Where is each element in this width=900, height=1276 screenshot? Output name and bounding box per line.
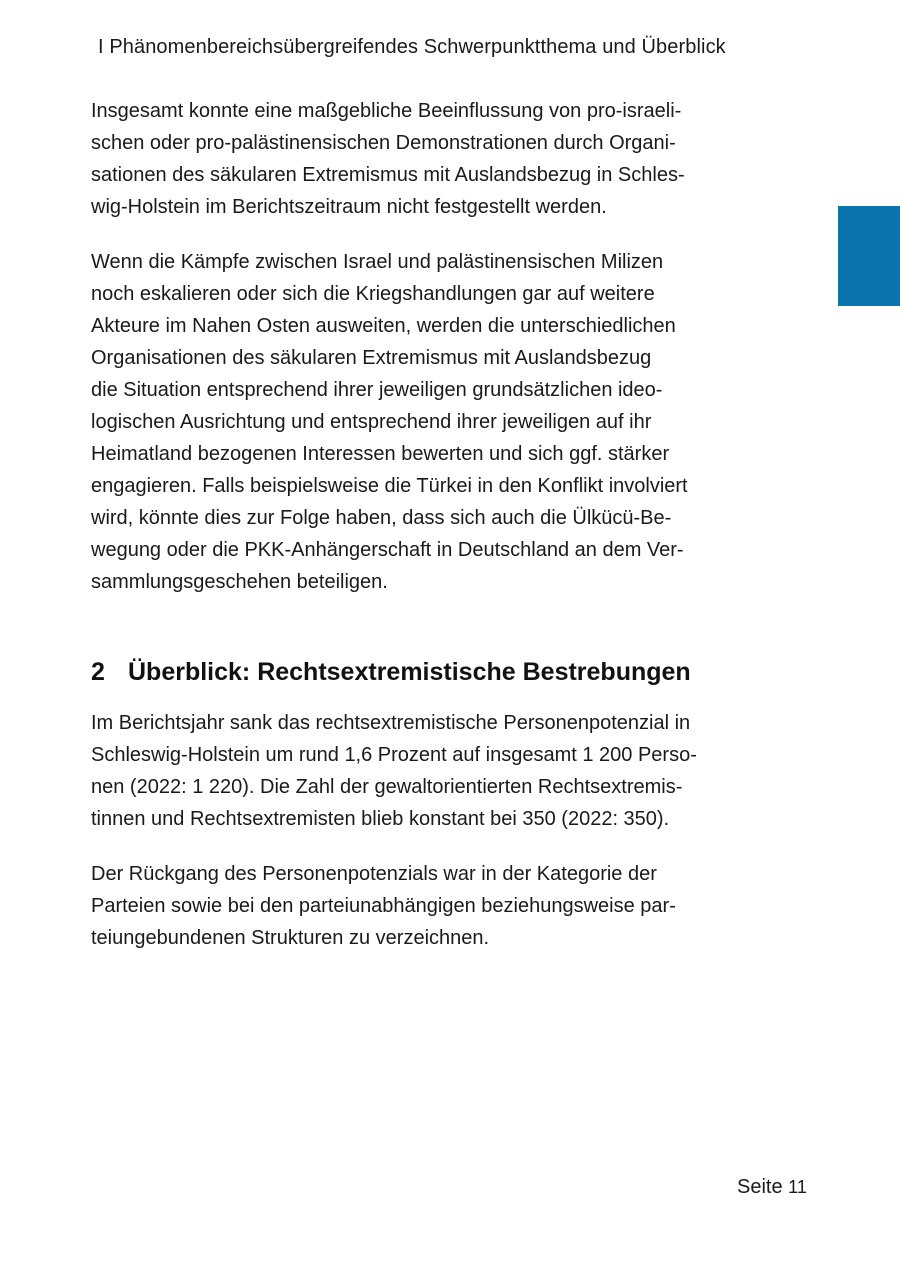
text-line: Der Rückgang des Personenpotenzials war in der Kategorie der [91,863,657,885]
text-line: schen oder pro-palästinensischen Demonstrationen durch Organi- [91,132,676,154]
text-line: Im Berichtsjahr sank das rechtsextremistische Personenpotenzial in [91,712,691,734]
text-line: Insgesamt konnte eine maßgebliche Beeinflussung von pro-israeli- [91,100,682,122]
text-line: sationen des säkularen Extremismus mit Auslandsbezug in Schles- [91,164,685,186]
page-number-value: 11 [788,1177,807,1197]
text-line: die Situation entsprechend ihrer jeweiligen grundsätzlichen ideo- [91,379,663,401]
text-line: tinnen und Rechtsextremisten blieb konstant bei 350 (2022: 350). [91,808,670,830]
text-line: wird, könnte dies zur Folge haben, dass sich auch die Ülkücü-Be- [91,507,672,529]
running-header: I Phänomenbereichsübergreifendes Schwerpunktthema und Überblick [98,36,726,58]
chapter-tab-marker [838,206,900,306]
paragraph-demonstrations [91,95,771,223]
text-line: Organisationen des säkularen Extremismus mit Auslandsbezug [91,347,652,369]
text-line: teiungebundenen Strukturen zu verzeichnen. [91,927,490,949]
text-line: Heimatland bezogenen Interessen bewerten und sich ggf. stärker [91,443,670,465]
text-line: Parteien sowie bei den parteiunabhängigen beziehungsweise par- [91,895,676,917]
paragraph-decline [91,858,771,954]
page-content [91,95,771,977]
section-number: 2 [91,658,105,686]
text-line: Schleswig-Holstein um rund 1,6 Prozent auf insgesamt 1 200 Perso- [91,744,697,766]
text-line: wegung oder die PKK-Anhängerschaft in Deutschland an dem Ver- [91,539,684,561]
section-title: Überblick: Rechtsextremistische Bestrebungen [128,658,691,686]
text-line: logischen Ausrichtung und entsprechend ihrer jeweiligen auf ihr [91,411,652,433]
text-line: noch eskalieren oder sich die Kriegshandlungen gar auf weitere [91,283,655,305]
text-line: nen (2022: 1 220). Die Zahl der gewaltorientierten Rechtsextremis- [91,776,683,798]
page-label: Seite [737,1176,783,1198]
text-line: sammlungsgeschehen beteiligen. [91,571,388,593]
paragraph-escalation [91,246,771,598]
text-line: Akteure im Nahen Osten ausweiten, werden die unterschiedlichen [91,315,676,337]
text-line: Wenn die Kämpfe zwischen Israel und palästinensischen Milizen [91,251,664,273]
paragraph-person-potential [91,707,771,835]
page-number [737,1176,807,1199]
section-heading [91,655,771,689]
text-line: engagieren. Falls beispielsweise die Türkei in den Konflikt involviert [91,475,688,497]
text-line: wig-Holstein im Berichtszeitraum nicht festgestellt werden. [91,196,607,218]
